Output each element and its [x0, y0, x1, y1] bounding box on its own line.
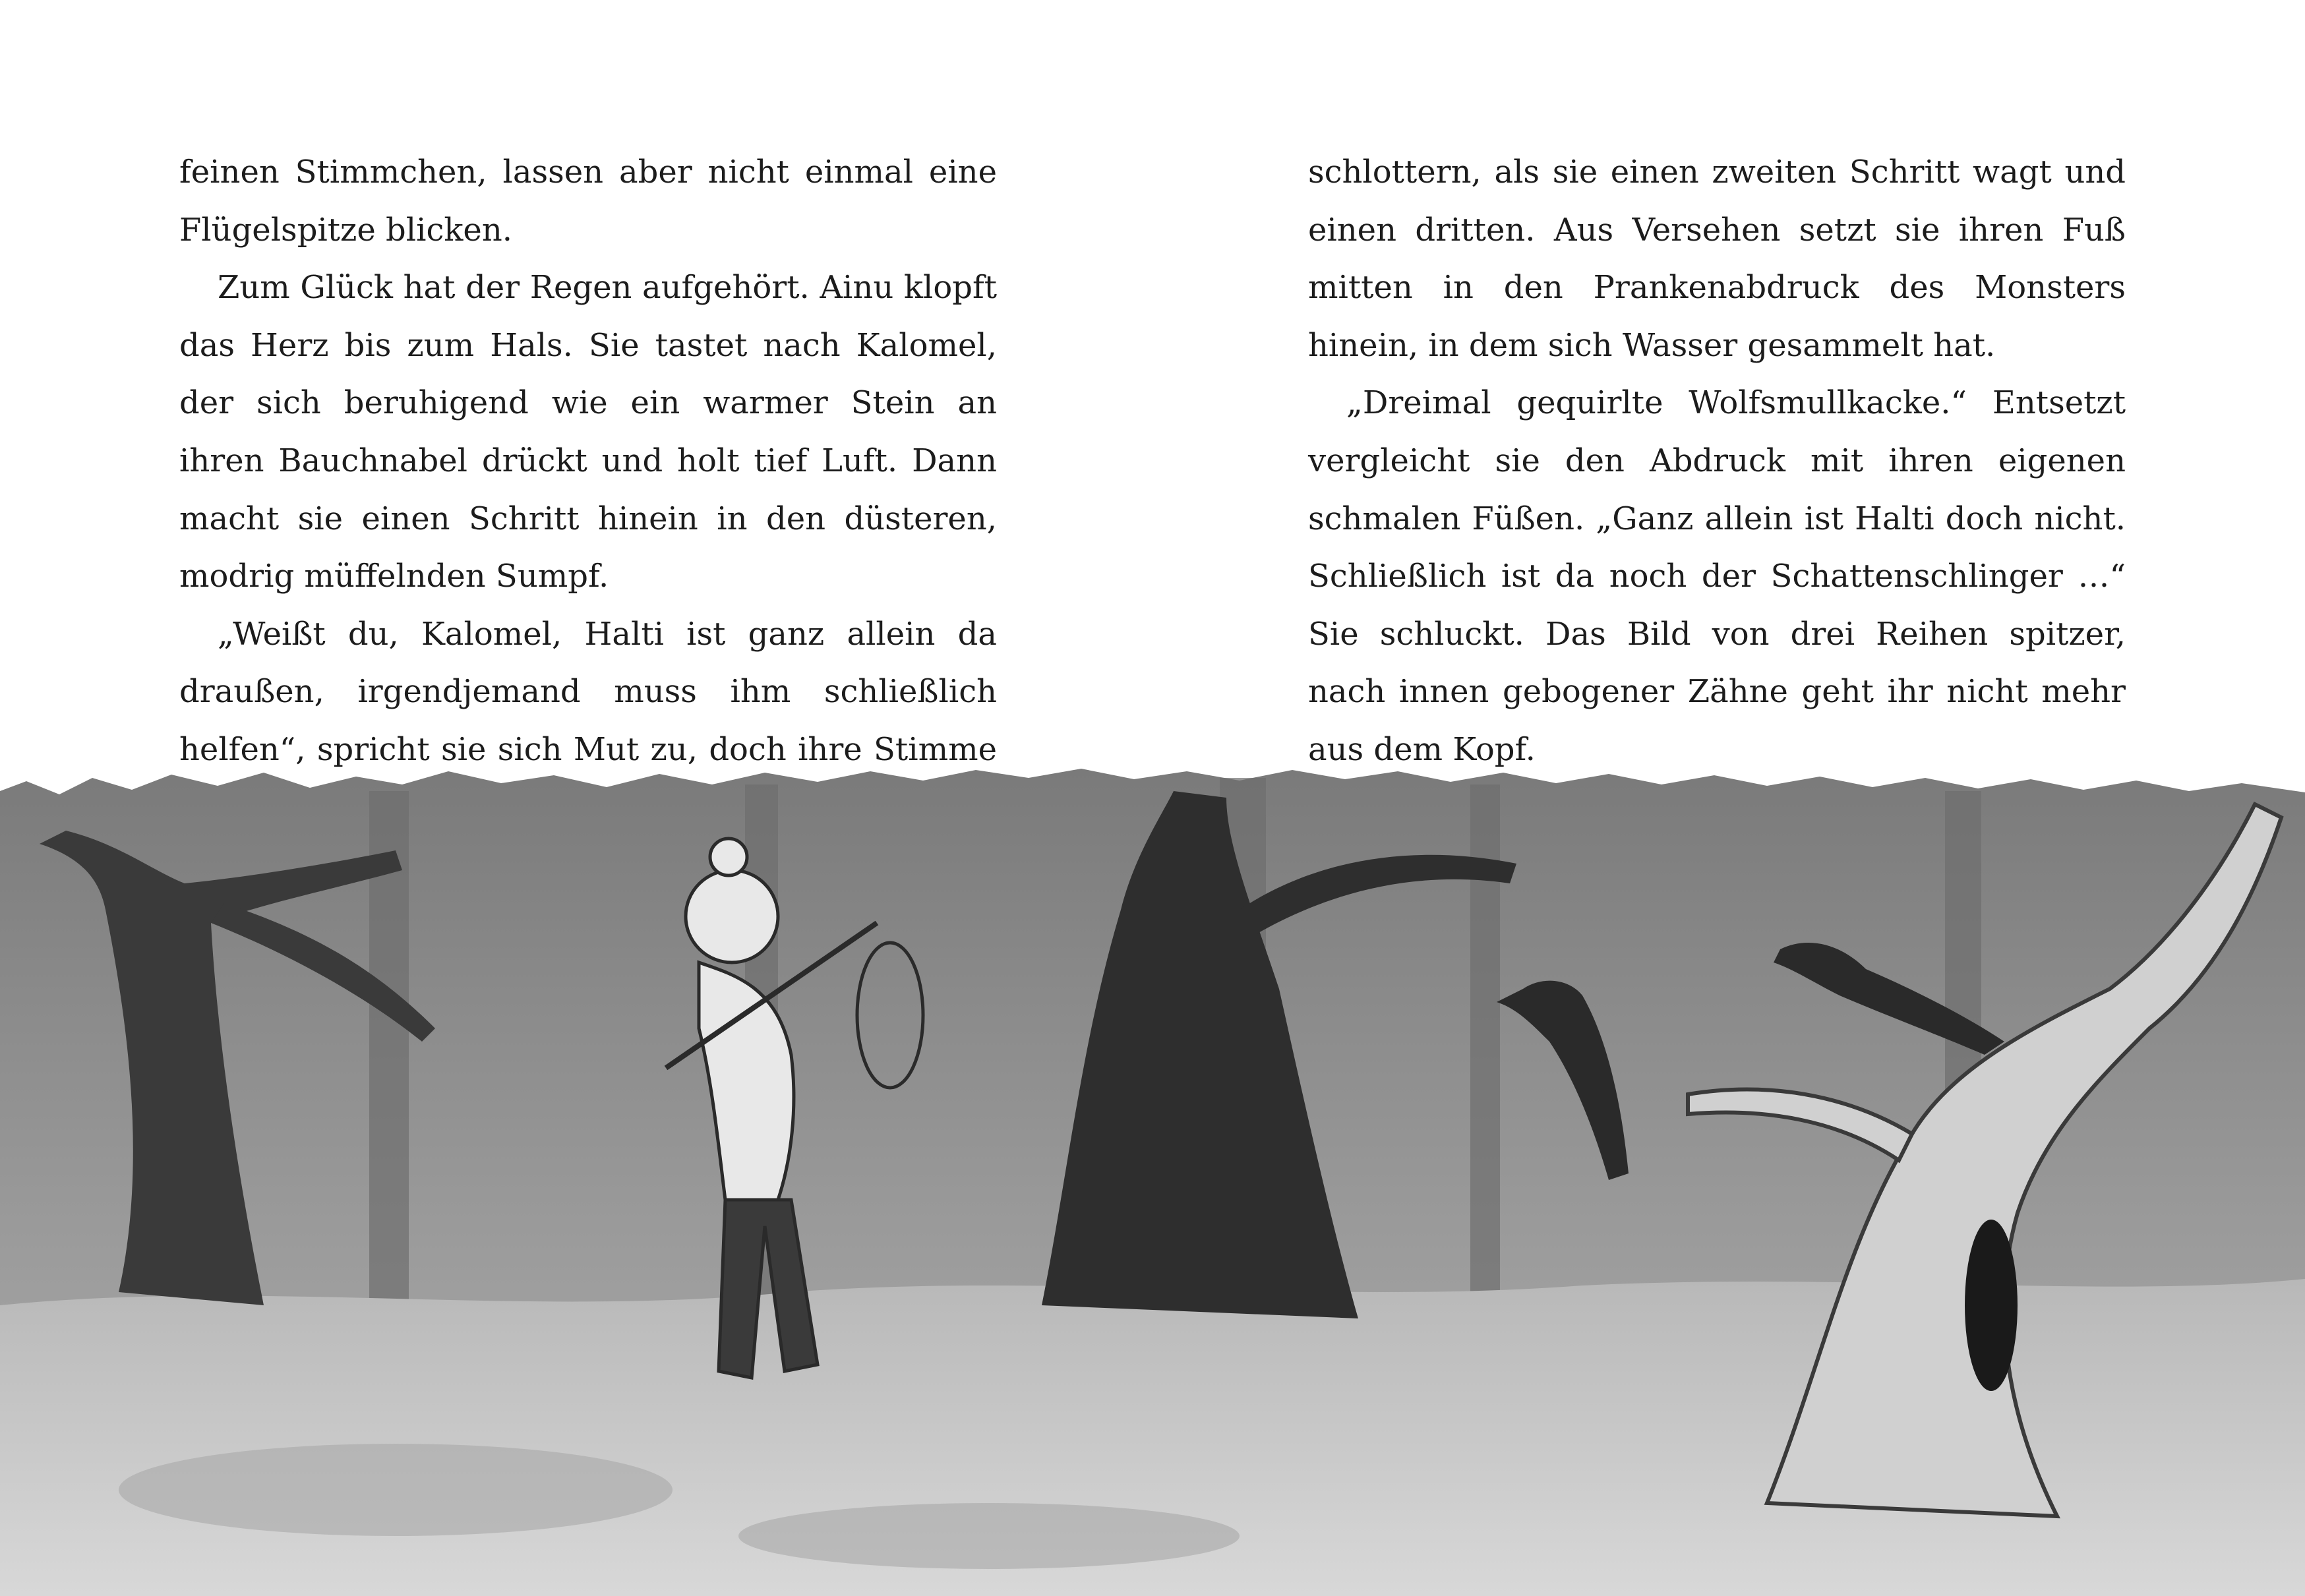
- paragraph: feinen Stimmchen, lassen aber nicht einmal eine Flügelspitze blicken.: [179, 154, 997, 249]
- paragraph: Zum Glück hat der Regen aufgehört. Ainu klopft das Herz bis zum Hals. Sie tastet nach Kalomel, der sich beruhigend wie ein warmer Stein an ihren Bauchnabel drückt und holt tief Luft. Dann macht sie einen Schritt hinein in den düsteren, modrig müffelnden Sumpf.: [179, 269, 997, 595]
- illustration-canvas: [0, 712, 2305, 1596]
- swamp-forest-illustration: [0, 712, 2305, 1596]
- paragraph: schlottern, als sie einen zweiten Schritt wagt und einen dritten. Aus Versehen setzt sie ihren Fuß mitten in den Prankenabdruck des Monsters hinein, in dem sich Wasser gesammelt hat.: [1308, 154, 2126, 364]
- paragraph: „Dreimal gequirlte Wolfsmullkacke.“ Entsetzt vergleicht sie den Abdruck mit ihren eigenen schmalen Füßen. „Ganz allein ist Halti doch nicht. Schließlich ist da noch der Schattenschlinger …“ Sie schluckt. Das Bild von drei Reihen spitzer, nach innen gebogener Zähne geht ihr nicht mehr aus dem Kopf.: [1308, 384, 2126, 768]
- right-page-text: [1308, 144, 2126, 779]
- paragraph: „Weißt du, Kalomel, Halti ist ganz allein da draußen, irgendjemand muss ihm schließlich helfen“, spricht sie sich Mut zu, doch ihre Stimme: [179, 615, 997, 768]
